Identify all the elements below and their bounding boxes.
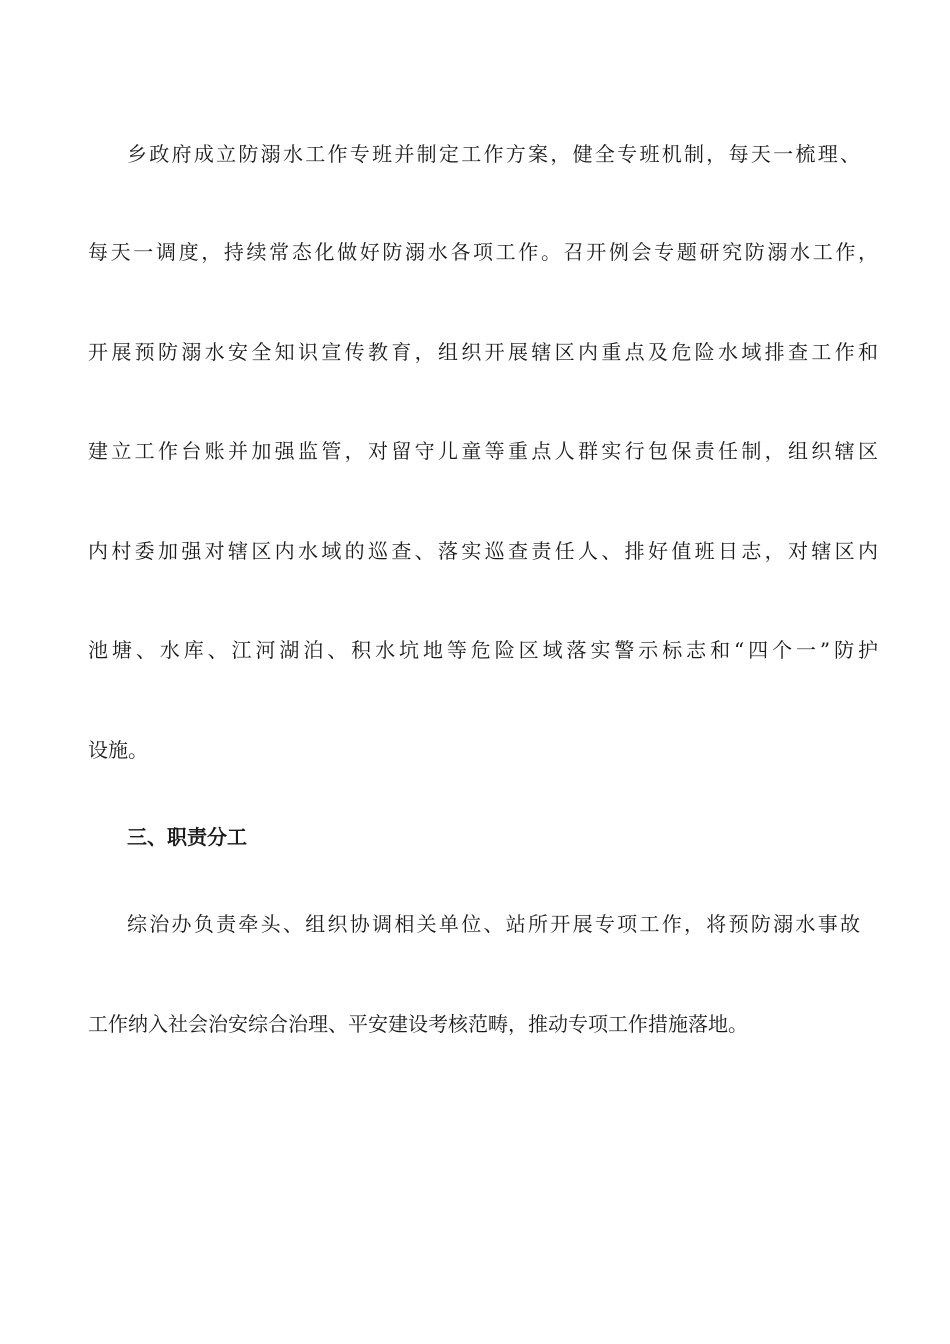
- section-3-heading: 三、职责分工: [127, 825, 247, 849]
- paragraph-1-line-2: 每天一调度，持续常态化做好防溺水各项工作。召开例会专题研究防溺水工作，: [88, 240, 878, 264]
- paragraph-1-line-4: 建立工作台账并加强监管，对留守儿童等重点人群实行包保责任制，组织辖区: [88, 439, 878, 463]
- paragraph-1-line-6: 池塘、水库、江河湖泊、积水坑地等危险区域落实警示标志和“四个一”防护: [88, 638, 878, 662]
- paragraph-2-line-1: 综治办负责牵头、组织协调相关单位、站所开展专项工作，将预防溺水事故: [127, 912, 860, 936]
- paragraph-1-line-1: 乡政府成立防溺水工作专班并制定工作方案，健全专班机制，每天一梳理、: [127, 142, 860, 166]
- paragraph-1-line-7: 设施。: [88, 738, 148, 762]
- paragraph-2-line-2: 工作纳入社会治安综合治理、平安建设考核范畴，推动专项工作措施落地。: [88, 1012, 748, 1036]
- paragraph-1-line-3: 开展预防溺水安全知识宣传教育，组织开展辖区内重点及危险水域排查工作和: [88, 340, 878, 364]
- paragraph-1-line-5: 内村委加强对辖区内水域的巡查、落实巡查责任人、排好值班日志，对辖区内: [88, 539, 878, 563]
